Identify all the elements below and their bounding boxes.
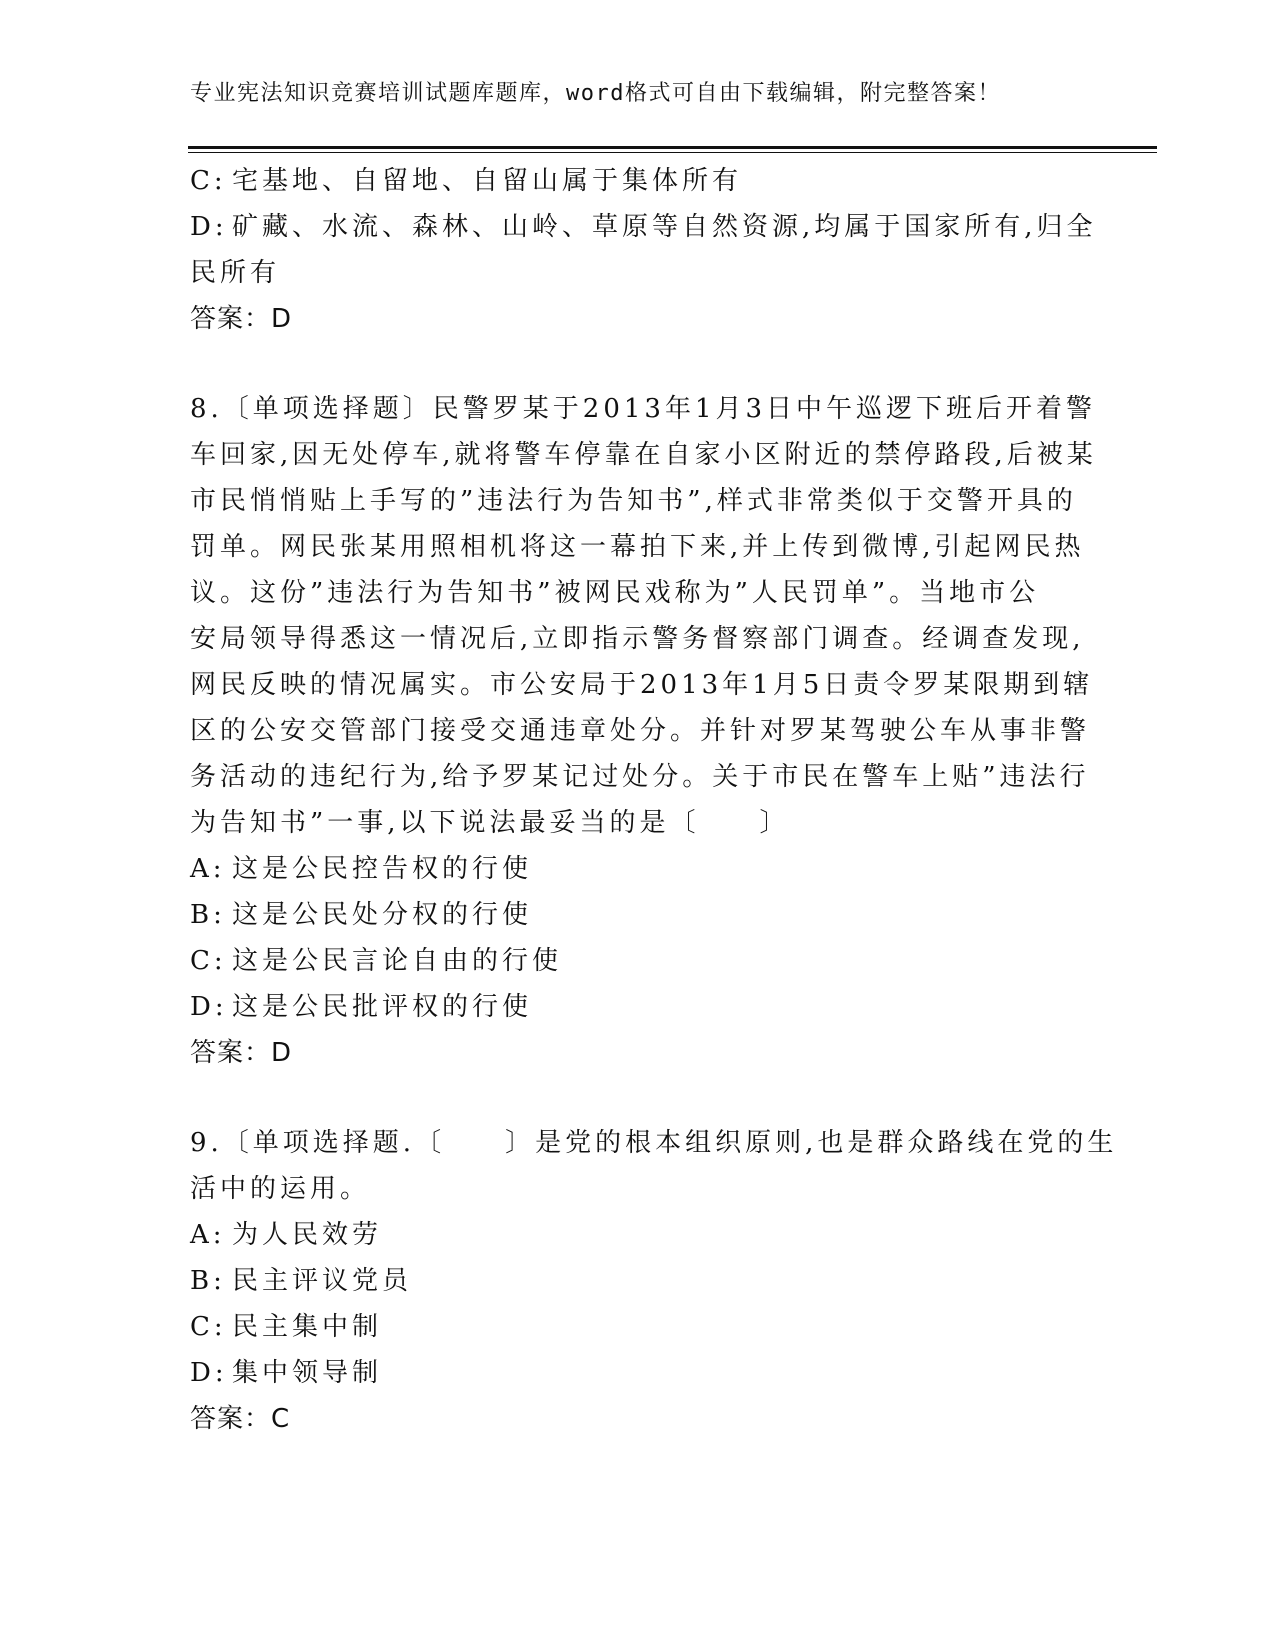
- question-line: 车回家,因无处停车,就将警车停靠在自家小区附近的禁停路段,后被某: [190, 440, 1097, 470]
- option-text: 宅基地、自留地、自留山属于集体所有: [232, 166, 743, 196]
- question-line: 罚单。网民张某用照相机将这一幕拍下来,并上传到微博,引起网民热: [190, 532, 1085, 562]
- page-header: 专业宪法知识竞赛培训试题库题库，word格式可自由下载编辑，附完整答案！: [190, 81, 1001, 106]
- question-line: 为告知书”一事,以下说法最妥当的是〔 〕: [190, 808, 790, 838]
- option-text: 这是公民言论自由的行使: [232, 946, 563, 976]
- option-text: 这是公民批评权的行使: [232, 992, 533, 1022]
- answer: 答案：C: [190, 1404, 291, 1434]
- answer: 答案：D: [190, 1038, 293, 1068]
- option-label: B:: [190, 1266, 226, 1296]
- question-line: 网民反映的情况属实。市公安局于2013年1月5日责令罗某限期到辖: [190, 670, 1094, 700]
- option-text: 这是公民处分权的行使: [232, 900, 533, 930]
- question-line: 务活动的违纪行为,给予罗某记过处分。关于市民在警车上贴”违法行: [190, 762, 1090, 792]
- question-line: 区的公安交管部门接受交通违章处分。并针对罗某驾驶公车从事非警: [190, 716, 1091, 746]
- option-label: C:: [190, 946, 227, 976]
- option-d: [190, 204, 1097, 250]
- question-line: 活中的运用。: [190, 1174, 371, 1204]
- option-text: 为人民效劳: [232, 1220, 383, 1250]
- option-b: [190, 1258, 1090, 1304]
- option-d: [190, 1350, 1090, 1396]
- question-line: 安局领导得悉这一情况后,立即指示警务督察部门调查。经调查发现,: [190, 624, 1085, 654]
- option-label: A:: [190, 854, 226, 884]
- option-text: 矿藏、水流、森林、山岭、草原等自然资源,均属于国家所有,归全: [232, 212, 1097, 242]
- option-label: D:: [190, 212, 228, 242]
- option-a: [190, 1212, 1090, 1258]
- option-text: 民主集中制: [232, 1312, 383, 1342]
- option-label: A:: [190, 1220, 226, 1250]
- option-label: D:: [190, 1358, 228, 1388]
- option-label: B:: [190, 900, 226, 930]
- question-line: 市民悄悄贴上手写的”违法行为告知书”,样式非常类似于交警开具的: [190, 486, 1077, 516]
- option-label: C:: [190, 1312, 227, 1342]
- question-line: 8.〔单项选择题〕民警罗某于2013年1月3日中午巡逻下班后开着警: [190, 394, 1097, 424]
- question-line: 议。这份”违法行为告知书”被网民戏称为”人民罚单”。当地市公: [190, 578, 1040, 608]
- option-d-continuation: 民所有: [190, 258, 281, 288]
- option-label: C:: [190, 166, 227, 196]
- header-rule-thin: [188, 152, 1157, 153]
- option-label: D:: [190, 992, 228, 1022]
- option-text: 集中领导制: [232, 1358, 383, 1388]
- question-8: [190, 386, 1097, 1076]
- option-d: [190, 984, 1090, 1030]
- option-text: 民主评议党员: [232, 1266, 413, 1296]
- option-c: [190, 1304, 1090, 1350]
- header-rule-thick: [188, 146, 1157, 149]
- answer: 答案：D: [190, 304, 293, 334]
- option-b: [190, 892, 1090, 938]
- option-c: [190, 938, 1090, 984]
- question-line: 9.〔单项选择题.〔 〕是党的根本组织原则,也是群众路线在党的生: [190, 1128, 1118, 1158]
- option-a: [190, 846, 1090, 892]
- option-c: [190, 158, 1090, 204]
- option-text: 这是公民控告权的行使: [232, 854, 533, 884]
- document-body: [190, 158, 1118, 1442]
- prev-question: [190, 158, 1097, 342]
- question-9: [190, 1120, 1118, 1442]
